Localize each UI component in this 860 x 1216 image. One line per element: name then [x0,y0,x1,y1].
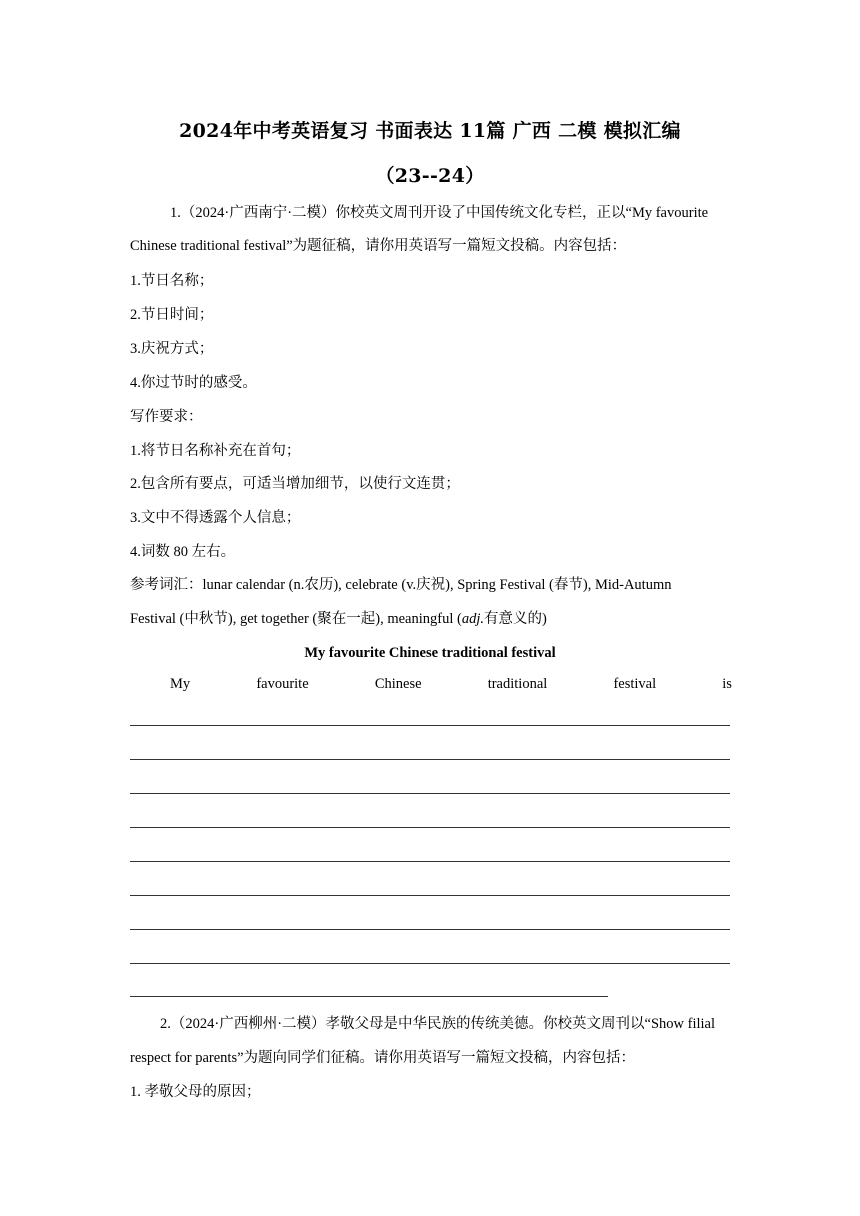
starter-word: My [170,676,191,692]
q2-point-1: 1. 孝敬父母的原因； [130,1084,261,1100]
answer-line[interactable] [130,725,730,726]
q1-point-3: 3.庆祝方式； [130,341,214,357]
answer-line[interactable] [130,759,730,760]
q1-vocab-line2 [130,609,730,629]
q1-prompt-line1: 1.（2024·广西南宁·二模）你校英文周刊开设了中国传统文化专栏，正以“My favourite [170,205,709,221]
starter-word: Chinese [374,676,422,692]
q1-vocab-line2-italic: adj. [461,611,484,627]
q1-prompt-line2: Chinese traditional festival”为题征稿，请你用英语写一篇短文投稿。内容包括： [130,238,627,254]
q1-requirement-2: 2.包含所有要点，可适当增加细节，以使行文连贯； [130,476,460,492]
answer-line[interactable] [130,861,730,862]
q1-essay-starter [130,676,732,693]
answer-line[interactable] [130,963,730,964]
starter-word: is [722,676,732,692]
answer-line[interactable] [130,827,730,828]
starter-word: traditional [487,676,548,692]
answer-line[interactable] [130,996,608,997]
starter-word: festival [613,676,657,692]
q1-requirement-1: 1.将节日名称补充在首句； [130,443,301,459]
q1-point-1: 1.节日名称； [130,273,214,289]
document-title: 2024年中考英语复习 书面表达 11篇 广西 二模 模拟汇编 [179,120,681,142]
q1-requirement-4: 4.词数 80 左右。 [130,544,236,560]
q2-prompt-line1: 2.（2024·广西柳州·二模）孝敬父母是中华民族的传统美德。你校英文周刊以“Show filial [160,1016,716,1032]
document-subtitle: （23--24） [375,165,485,187]
q1-vocab-line2-part1: Festival (中秋节), get together (聚在一起), meaningful ( [130,611,462,627]
q1-vocab-line2-part2: 有意义的) [483,611,547,627]
q1-point-2: 2.节日时间； [130,307,214,323]
q1-requirement-3: 3.文中不得透露个人信息； [130,510,301,526]
answer-line[interactable] [130,793,730,794]
q2-prompt-line2: respect for parents”为题向同学们征稿。请你用英语写一篇短文投稿，内容包括： [130,1050,636,1066]
q1-requirements-label: 写作要求： [130,409,203,425]
starter-word: favourite [256,676,309,692]
answer-line[interactable] [130,929,730,930]
q1-essay-title: My favourite Chinese traditional festival [304,645,556,661]
answer-line[interactable] [130,895,730,896]
q1-point-4: 4.你过节时的感受。 [130,375,257,391]
q1-vocab-line1: 参考词汇：lunar calendar (n.农历), celebrate (v.庆祝), Spring Festival (春节), Mid-Autumn [130,577,672,593]
